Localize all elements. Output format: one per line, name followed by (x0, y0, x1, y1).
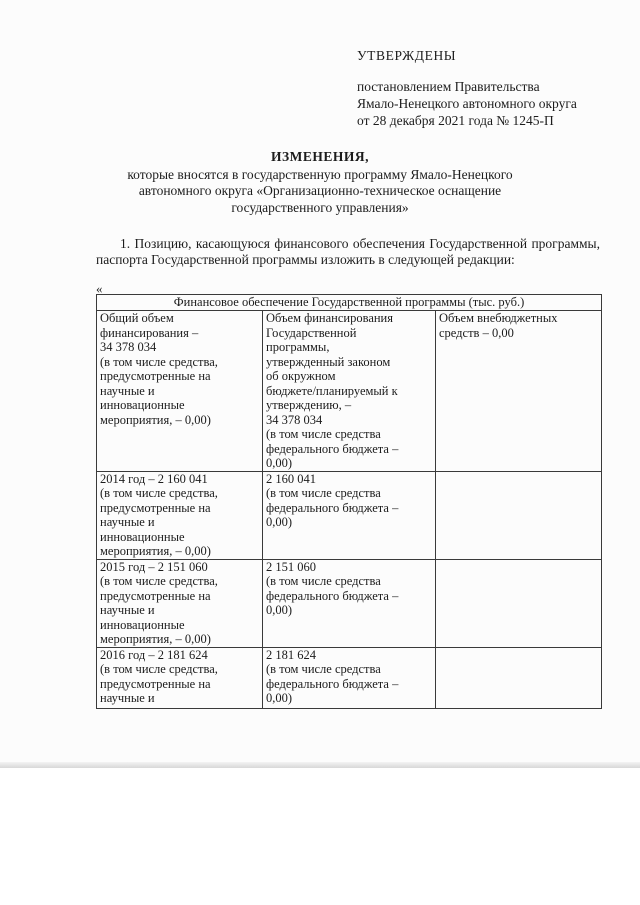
cell-text-line: (в том числе средства (266, 486, 381, 500)
cell-text-line: инновационные (100, 617, 185, 632)
table-cell (436, 647, 602, 708)
cell-text-line: (в том числе средства (266, 662, 381, 676)
table-row (97, 311, 602, 472)
body-paragraph (96, 236, 600, 267)
table-cell (436, 471, 602, 559)
cell-text-line: 0,00) (266, 691, 293, 705)
approval-stamp (357, 47, 577, 129)
cell-text-line: Объем финансирования (266, 311, 393, 325)
approval-line: постановлением Правительства (357, 79, 540, 94)
cell-text-line: 34 378 034 (100, 340, 157, 354)
cell-text-line: 2 151 060 (266, 559, 316, 574)
cell-text-line: федерального бюджета – (266, 441, 399, 456)
table-row (97, 647, 602, 708)
table-row (97, 559, 602, 647)
cell-text-line: Государственной (266, 325, 357, 340)
cell-text-line: (в том числе средства, (100, 574, 218, 588)
table-cell (436, 559, 602, 647)
cell-text-line: 34 378 034 (266, 412, 323, 427)
table-body (97, 311, 602, 709)
cell-text-line: (в том числе средства, (100, 354, 218, 369)
cell-text-line: 0,00) (266, 603, 293, 617)
cell-text-line: Объем внебюджетных (439, 311, 558, 325)
cell-text-line: 2015 год – 2 151 060 (100, 559, 208, 574)
opening-quote: « (96, 281, 103, 296)
table-cell (97, 647, 263, 708)
cell-text-line: мероприятия, – 0,00) (100, 544, 211, 558)
table-cell (263, 647, 436, 708)
cell-text-line: утвержденный законом (266, 354, 391, 369)
cell-text-line: мероприятия, – 0,00) (100, 632, 211, 646)
cell-text-line: 2014 год – 2 160 041 (100, 471, 208, 486)
table-cell (263, 311, 436, 472)
approval-line: Ямало-Ненецкого автономного округа (357, 96, 577, 111)
financing-table (96, 294, 602, 709)
cell-text-line: (в том числе средства, (100, 662, 218, 676)
cell-text-line: 2 181 624 (266, 647, 316, 662)
cell-text-line: финансирования – (100, 325, 199, 340)
cell-text-line: бюджете/планируемый к (266, 383, 398, 398)
cell-text-line: (в том числе средства (266, 574, 381, 588)
approval-heading: УТВЕРЖДЕНЫ (357, 48, 457, 63)
document-title-block (100, 149, 540, 216)
cell-text-line: об окружном (266, 369, 336, 383)
cell-text-line: Общий объем (100, 311, 174, 325)
cell-text-line: федерального бюджета – (266, 588, 399, 603)
table-row (97, 471, 602, 559)
cell-text-line: федерального бюджета – (266, 676, 399, 691)
cell-text-line: 2 160 041 (266, 471, 316, 486)
cell-text-line: предусмотренные на (100, 676, 211, 691)
cell-text-line: инновационные (100, 529, 185, 544)
table-header-row (97, 295, 602, 311)
table-cell (97, 559, 263, 647)
cell-text-line: утверждению, – (266, 398, 352, 412)
table-cell (97, 311, 263, 472)
cell-text-line: научные и (100, 383, 155, 398)
table-cell (97, 471, 263, 559)
table-cell (436, 311, 602, 472)
cell-text-line: программы, (266, 340, 330, 354)
approval-line: от 28 декабря 2021 года № 1245-П (357, 113, 554, 128)
cell-text-line: предусмотренные на (100, 500, 211, 515)
document-subtitle-line: государственного управления» (231, 199, 409, 215)
cell-text-line: средств – 0,00 (439, 325, 514, 340)
cell-text-line: инновационные (100, 398, 185, 412)
table-cell (263, 559, 436, 647)
cell-text-line: 0,00) (266, 515, 293, 529)
cell-text-line: (в том числе средства, (100, 486, 218, 500)
table-cell (263, 471, 436, 559)
blank-area (0, 768, 640, 905)
cell-text-line: научные и (100, 603, 155, 617)
cell-text-line: научные и (100, 515, 155, 529)
cell-text-line: федерального бюджета – (266, 500, 399, 515)
document-title: ИЗМЕНЕНИЯ, (270, 149, 369, 164)
cell-text-line: 0,00) (266, 456, 293, 470)
document-subtitle-line: автономного округа «Организационно-техническое оснащение (138, 183, 502, 198)
cell-text-line: 2016 год – 2 181 624 (100, 647, 208, 662)
cell-text-line: предусмотренные на (100, 369, 211, 383)
cell-text-line: (в том числе средства (266, 427, 381, 441)
paragraph-text: 1. Позицию, касающуюся финансового обеспечения Государственной программы, паспорта Государственной программы изложить в следующей редакции: (96, 236, 600, 267)
cell-text-line: мероприятия, – 0,00) (100, 412, 211, 427)
document-subtitle-line: которые вносятся в государственную программу Ямало-Ненецкого (127, 166, 513, 182)
cell-text-line: научные и (100, 691, 155, 705)
cell-text-line: предусмотренные на (100, 588, 211, 603)
table-header: Финансовое обеспечение Государственной программы (тыс. руб.) (97, 295, 602, 311)
